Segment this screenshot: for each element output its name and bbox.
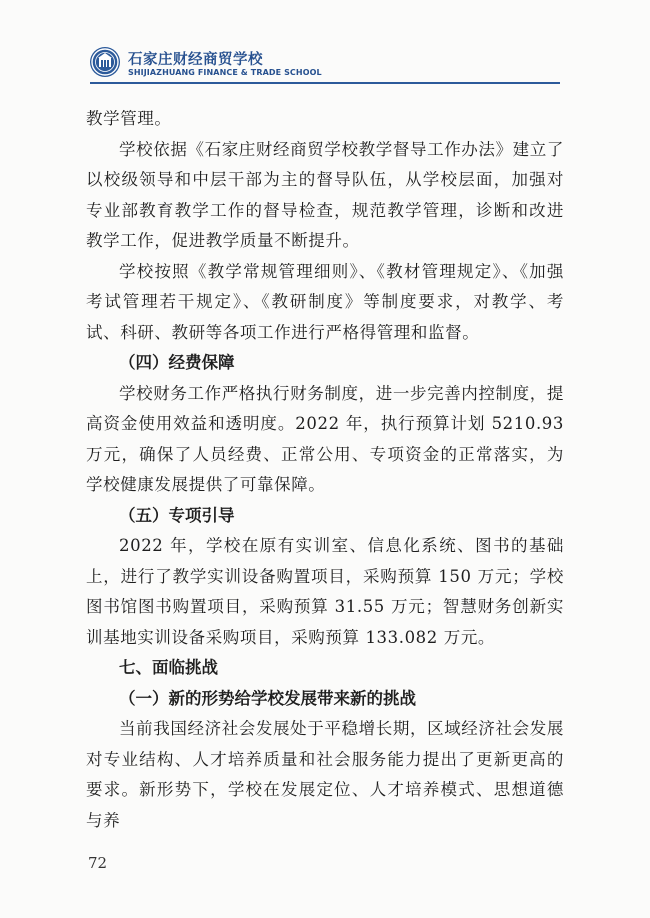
- document-body: [86, 104, 564, 836]
- paragraph-procurement: 2022 年，学校在原有实训室、信息化系统、图书的基础上，进行了教学实训设备购置项目，采购预算 150 万元；学校图书馆图书购置项目，采购预算 31.55 万元；智慧财务创新实训基地实训设备采购项目，采购预算 133.082 万元。: [86, 536, 564, 647]
- page-number: 72: [88, 854, 108, 872]
- paragraph-regulations: 学校按照《教学常规管理细则》、《教材管理规定》、《加强考试管理若干规定》、《教研制度》等制度要求，对教学、考试、科研、教研等各项工作进行严格得管理和监督。: [86, 261, 564, 342]
- paragraph-teaching-management: 教学管理。: [86, 109, 172, 128]
- heading-challenges: 七、面临挑战: [119, 658, 218, 677]
- header-divider: [90, 82, 560, 84]
- school-name-cn: 石家庄财经商贸学校: [128, 52, 263, 68]
- school-name-en: SHIJIAZHUANG FINANCE & TRADE SCHOOL: [128, 68, 322, 77]
- heading-funding: （四）经费保障: [119, 353, 235, 372]
- heading-special-projects: （五）专项引导: [119, 505, 235, 525]
- paragraph-supervision: 学校依据《石家庄财经商贸学校教学督导工作办法》建立了以校级领导和中层干部为主的督导队伍，从学校层面，加强对专业部教育教学工作的督导检查，规范教学管理，诊断和改进教学工作，促进教学质量不断提升。: [86, 139, 564, 250]
- paragraph-finance: 学校财务工作严格执行财务制度，进一步完善内控制度，提高资金使用效益和透明度。2022 年，执行预算计划 5210.93 万元，确保了人员经费、正常公用、专项资金的正常落实，为学校健康发展提供了可靠保障。: [86, 383, 564, 494]
- heading-new-situation: （一）新的形势给学校发展带来新的挑战: [119, 688, 416, 708]
- school-emblem-icon: [90, 47, 120, 77]
- paragraph-development: 当前我国经济社会发展处于平稳增长期，区域经济社会发展对专业结构、人才培养质量和社会服务能力提出了更新更高的要求。新形势下，学校在发展定位、人才培养模式、思想道德与养: [86, 719, 564, 830]
